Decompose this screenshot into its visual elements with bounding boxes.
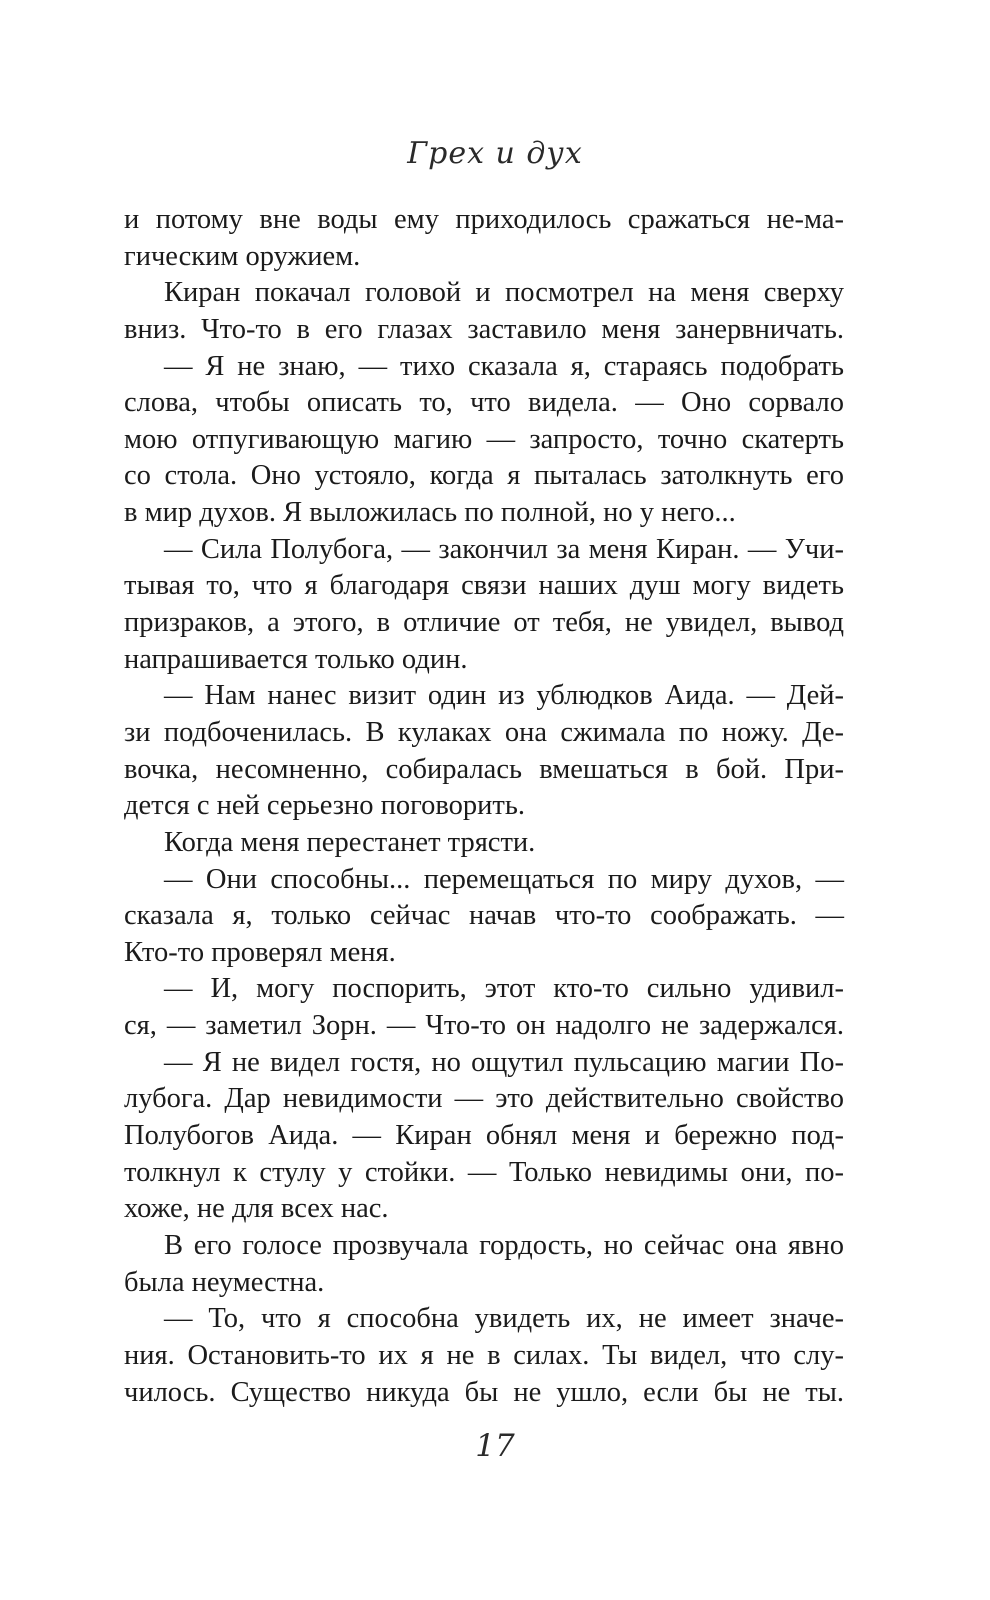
text-line: Киран покачал головой и посмотрел на меня сверху [164, 277, 844, 309]
text-line: и потому вне воды ему приходилось сражаться не-ма- [124, 204, 844, 235]
text-line: — Я не видел гостя, но ощутил пульсацию магии По- [164, 1046, 844, 1078]
text-line: была неуместна. [124, 1266, 325, 1298]
text-line: напрашивается только один. [124, 643, 468, 675]
text-line: тывая то, что я благодаря связи наших душ могу видеть [124, 570, 844, 602]
text-line: со стола. Оно устояло, когда я пыталась затолкнуть его [124, 460, 844, 492]
text-line: мою отпугивающую магию — запросто, точно скатерть [124, 423, 844, 455]
text-line: гическим оружием. [124, 240, 361, 272]
text-line: лубога. Дар невидимости — это действительно свойство [124, 1083, 844, 1115]
text-line: ния. Остановить-то их я не в силах. Ты видел, что слу- [124, 1339, 844, 1371]
text-line: — И, могу поспорить, этот кто-то сильно удивил- [164, 973, 844, 1005]
text-line: ся, — заметил Зорн. — Что-то он надолго не задержался. [124, 1010, 844, 1042]
text-line: — То, что я способна увидеть их, не имеет значе- [164, 1303, 844, 1335]
body-text [124, 202, 844, 1411]
text-line: вниз. Что-то в его глазах заставило меня занервничать. [124, 313, 844, 345]
text-line: сказала я, только сейчас начав что-то соображать. — [124, 900, 844, 932]
text-line: — Они способны... перемещаться по миру духов, — [164, 863, 844, 895]
text-line: вочка, несомненно, собиралась вмешаться в бой. При- [124, 753, 844, 785]
text-line: Когда меня перестанет трясти. [164, 826, 536, 858]
text-line: Кто-то проверял меня. [124, 936, 396, 968]
text-line: призраков, а этого, в отличие от тебя, не увидел, вывод [124, 607, 844, 639]
running-title: Грех и дух [407, 136, 583, 171]
text-line: толкнул к стулу у стойки. — Только невидимы они, по- [124, 1156, 844, 1188]
text-line: В его голосе прозвучала гордость, но сейчас она явно [164, 1229, 844, 1261]
text-line: хоже, не для всех нас. [124, 1193, 389, 1225]
text-line: зи подбоченилась. В кулаках она сжимала по ножу. Де- [124, 716, 844, 748]
text-line: — Нам нанес визит один из ублюдков Аида. — Дей- [164, 680, 844, 712]
text-line: в мир духов. Я выложилась по полной, но у него... [124, 497, 736, 529]
text-line: чилось. Существо никуда бы не ушло, если бы не ты. [124, 1376, 844, 1408]
text-line: слова, чтобы описать то, что видела. — Оно сорвало [124, 387, 844, 419]
page-number: 17 [475, 1428, 515, 1464]
text-line: — Сила Полубога, — закончил за меня Киран. — Учи- [164, 533, 844, 565]
text-line: — Я не знаю, — тихо сказала я, стараясь подобрать [164, 350, 844, 382]
text-line: Полубогов Аида. — Киран обнял меня и бережно под- [124, 1120, 844, 1152]
text-line: дется с ней серьезно поговорить. [124, 790, 525, 822]
